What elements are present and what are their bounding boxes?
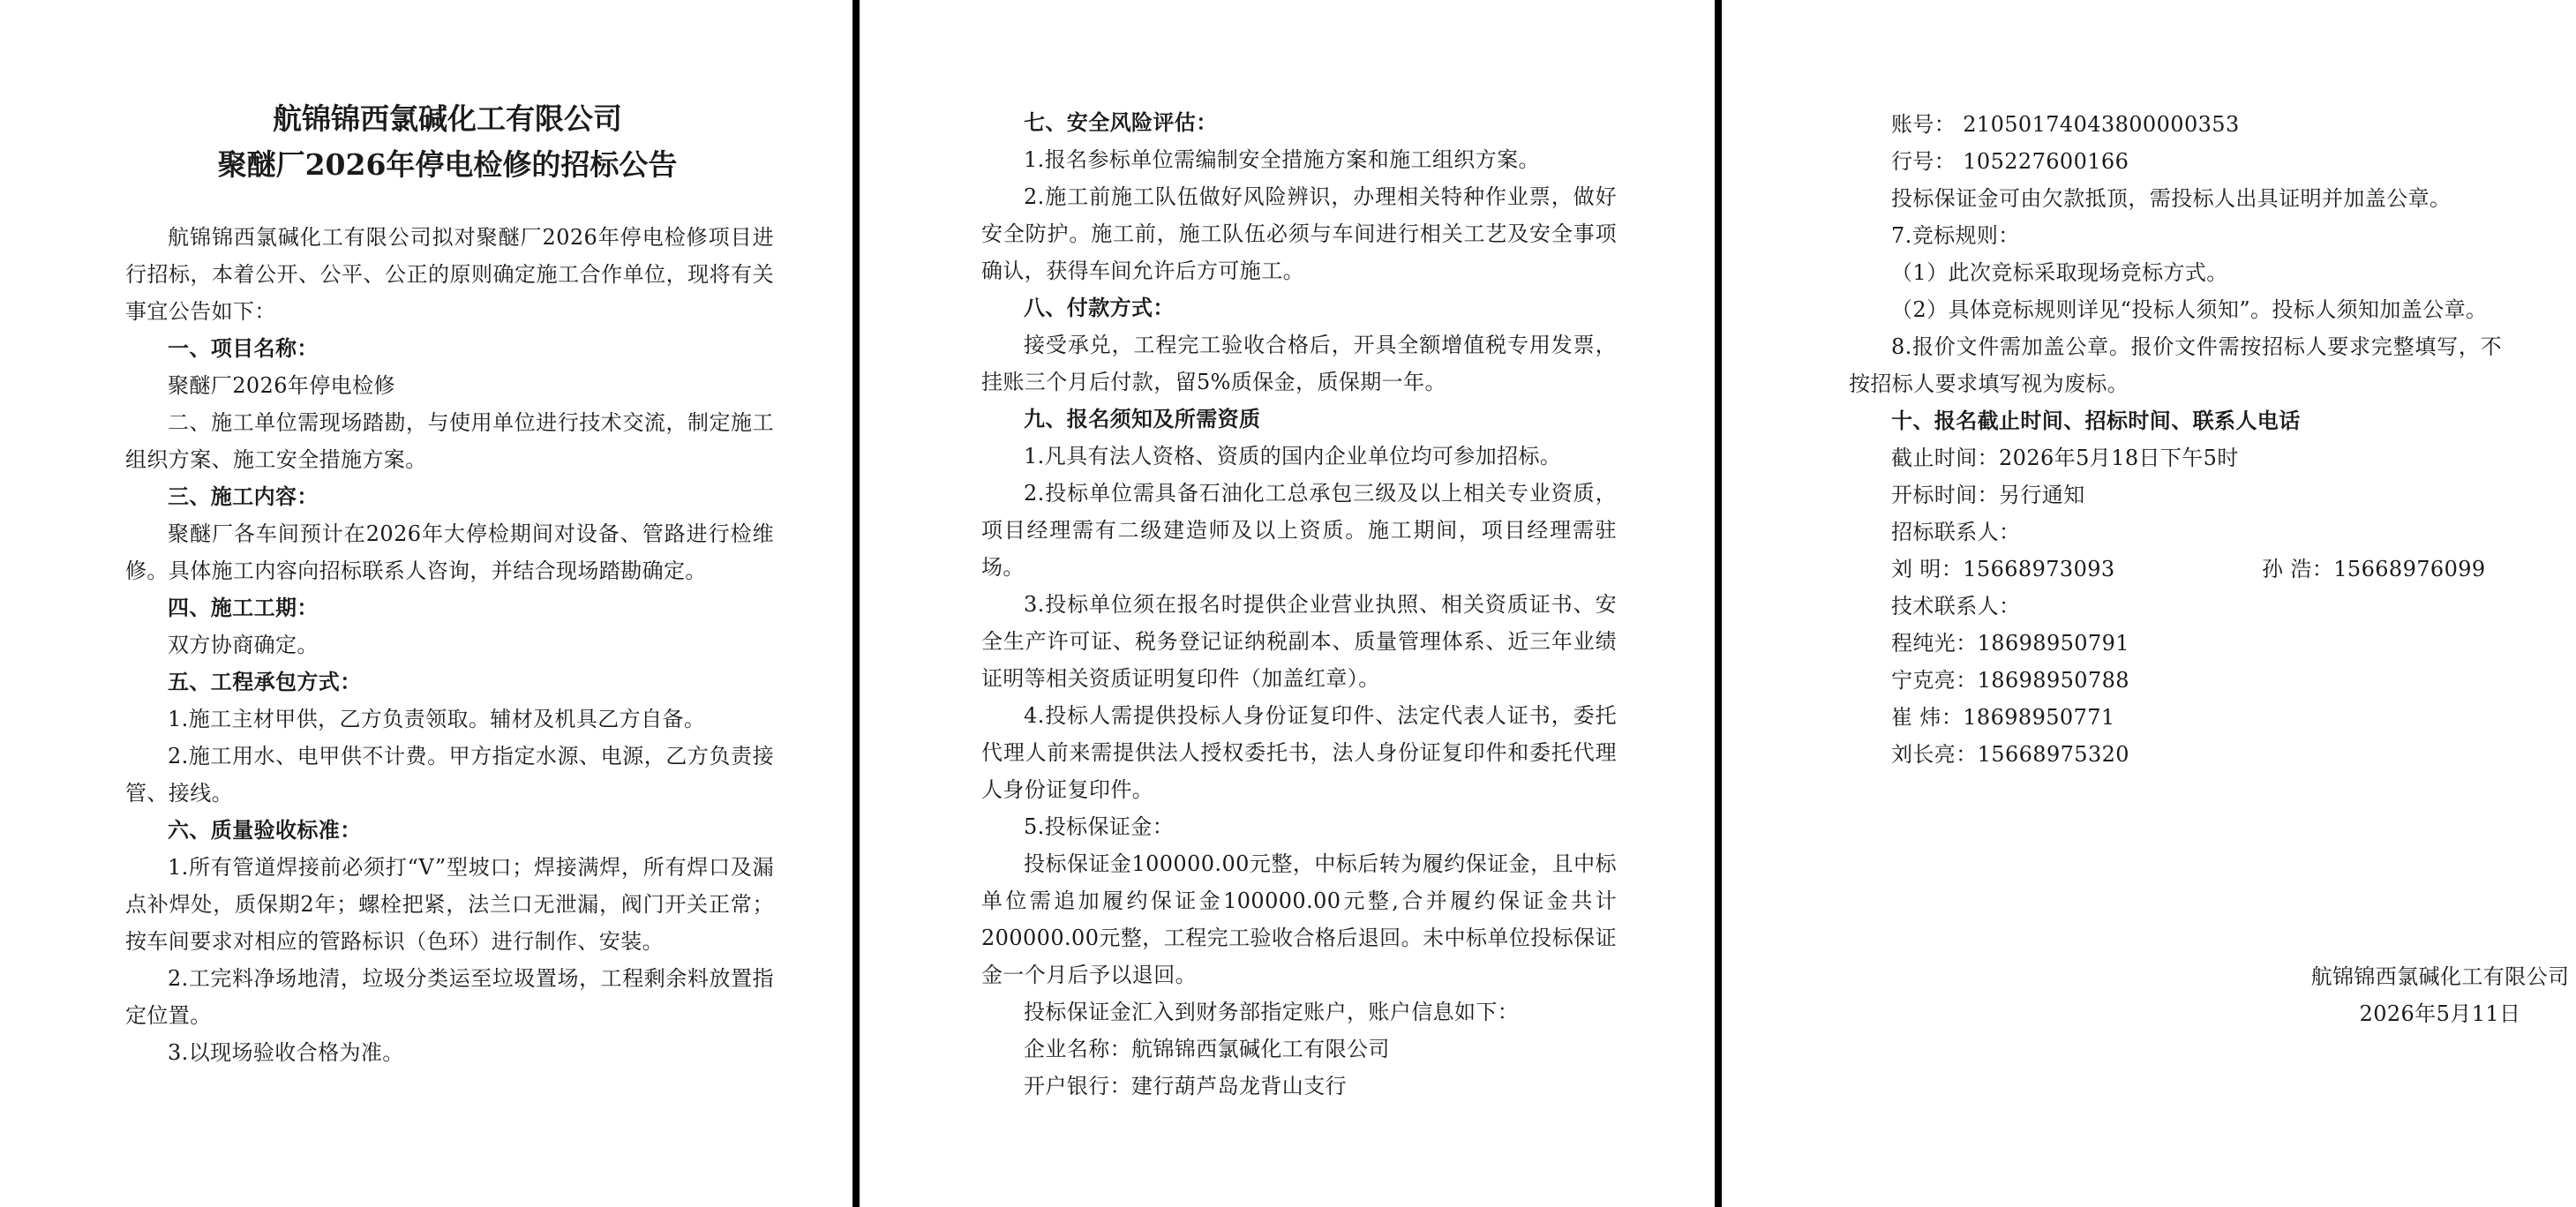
tech-contact-4: 刘长亮：15668975320 [1891,742,2129,767]
deposit-note: 投标保证金可由欠款抵顶，需投标人出具证明并加盖公章。 [1891,186,2452,211]
section-3-heading: 三、施工内容： [168,484,319,509]
title-announcement: 聚醚厂2026年停电检修的招标公告 [217,147,678,182]
bidding-contacts-row [1849,551,2502,588]
section-6-item-3: 3.以现场验收合格为准。 [168,1040,404,1065]
quotation-rule-8: 8.报价文件需加盖公章。报价文件需按招标人要求完整填写，不按招标人要求填写视为废标。 [1849,334,2502,396]
bidding-rule-2: （2）具体竞标规则详见“投标人须知”。投标人须知加盖公章。 [1891,297,2488,322]
account-intro: 投标保证金汇入到财务部指定账户，账户信息如下： [1024,1000,1520,1024]
section-8-heading: 八、付款方式： [1024,295,1175,320]
section-6-item-2: 2.工完料净场地清，垃圾分类运至垃圾置场，工程剩余料放置指定位置。 [125,966,774,1028]
section-4-text: 双方协商确定。 [168,633,319,657]
section-3-text: 聚醚厂各车间预计在2026年大停检期间对设备、管路进行检维修。具体施工内容向招标联系人咨询，并结合现场踏勘确定。 [125,521,774,583]
section-5-heading: 五、工程承包方式： [168,669,362,694]
sign-date: 2026年5月11日 [2359,1001,2521,1026]
tech-contact-3: 崔 炜：18698950771 [1891,705,2115,730]
opening-time-text: 开标时间：另行通知 [1891,483,2085,507]
bidding-contact-1: 刘 明：15668973093 [1891,557,2115,581]
bidding-contact-label: 招标联系人： [1891,520,2021,544]
account-company-name: 企业名称：航锦锦西氯碱化工有限公司 [1024,1037,1390,1061]
bank-number: 行号： 105227600166 [1891,149,2129,174]
account-bank-name: 开户银行：建行葫芦岛龙背山支行 [1024,1074,1347,1098]
title-company: 航锦锦西氯碱化工有限公司 [273,101,622,136]
bidding-contact-2: 孙 浩：15668976099 [2262,557,2486,581]
deposit-paragraph: 投标保证金100000.00元整，中标后转为履约保证金，且中标单位需追加履约保证金100000.00元整,合并履约保证金共计200000.00元整，工程完工验收合格后退回。未中标单位投标保证金一个月后予以退回。 [981,851,1617,987]
tech-contact-1: 程纯光：18698950791 [1891,631,2129,656]
tech-contact-label: 技术联系人： [1891,594,2021,618]
intro-paragraph: 航锦锦西氯碱化工有限公司拟对聚醚厂2026年停电检修项目进行招标，本着公开、公平、公正的原则确定施工合作单位，现将有关事宜公告如下： [125,225,774,324]
section-9-item-2: 2.投标单位需具备石油化工总承包三级及以上相关专业资质，项目经理需有二级建造师及以上资质。施工期间，项目经理需驻场。 [981,481,1617,580]
section-7-item-2: 2.施工前施工队伍做好风险辨识，办理相关特种作业票，做好安全防护。施工前，施工队伍必须与车间进行相关工艺及安全事项确认，获得车间允许后方可施工。 [981,184,1617,283]
section-8-text: 接受承兑，工程完工验收合格后，开具全额增值税专用发票，挂账三个月后付款，留5%质保金，质保期一年。 [981,333,1617,394]
deadline-text: 截止时间：2026年5月18日下午5时 [1891,446,2239,470]
section-4-heading: 四、施工工期： [168,595,319,620]
section-2-text: 二、施工单位需现场踏勘，与使用单位进行技术交流，制定施工组织方案、施工安全措施方案。 [125,410,774,472]
document-page-1 [0,0,852,1207]
document-page-2 [860,0,1715,1207]
tech-contact-2: 宁克亮：18698950788 [1891,668,2129,693]
account-number: 账号： 21050174043800000353 [1891,112,2240,137]
section-9-item-1: 1.凡具有法人资格、资质的国内企业单位均可参加招标。 [1024,444,1562,469]
bidding-rules-heading: 7.竞标规则： [1891,223,2020,248]
section-10-heading: 十、报名截止时间、招标时间、联系人电话 [1891,408,2301,433]
section-9-item-5: 5.投标保证金： [1024,814,1175,839]
signature-spacer [1849,773,2576,958]
section-5-item-2: 2.施工用水、电甲供不计费。甲方指定水源、电源，乙方负责接管、接线。 [125,744,774,806]
section-7-item-1: 1.报名参标单位需编制安全措施方案和施工组织方案。 [1024,147,1540,172]
section-9-heading: 九、报名须知及所需资质 [1024,406,1261,431]
section-9-item-3: 3.投标单位须在报名时提供企业营业执照、相关资质证书、安全生产许可证、税务登记证纳税副本、质量管理体系、近三年业绩证明等相关资质证明复印件（加盖红章）。 [981,592,1617,691]
bidding-rule-1: （1）此次竞标采取现场竞标方式。 [1891,260,2228,285]
section-5-item-1: 1.施工主材甲供，乙方负责领取。辅材及机具乙方自备。 [168,707,706,731]
section-1-text: 聚醚厂2026年停电检修 [168,373,395,398]
signer-company: 航锦锦西氯碱化工有限公司 [2310,964,2570,989]
section-6-item-1: 1.所有管道焊接前必须打“V”型坡口；焊接满焊，所有焊口及漏点补焊处，质保期2年；螺栓把紧，法兰口无泄漏，阀门开关正常；按车间要求对相应的管路标识（色环）进行制作、安装。 [125,855,774,954]
document-page-3 [1722,0,2576,1207]
section-6-heading: 六、质量验收标准： [168,817,362,843]
section-1-heading: 一、项目名称： [168,335,319,361]
section-7-heading: 七、安全风险评估： [1024,109,1218,135]
section-9-item-4: 4.投标人需提供投标人身份证复印件、法定代表人证书，委托代理人前来需提供法人授权委托书，法人身份证复印件和委托代理人身份证复印件。 [981,703,1617,802]
